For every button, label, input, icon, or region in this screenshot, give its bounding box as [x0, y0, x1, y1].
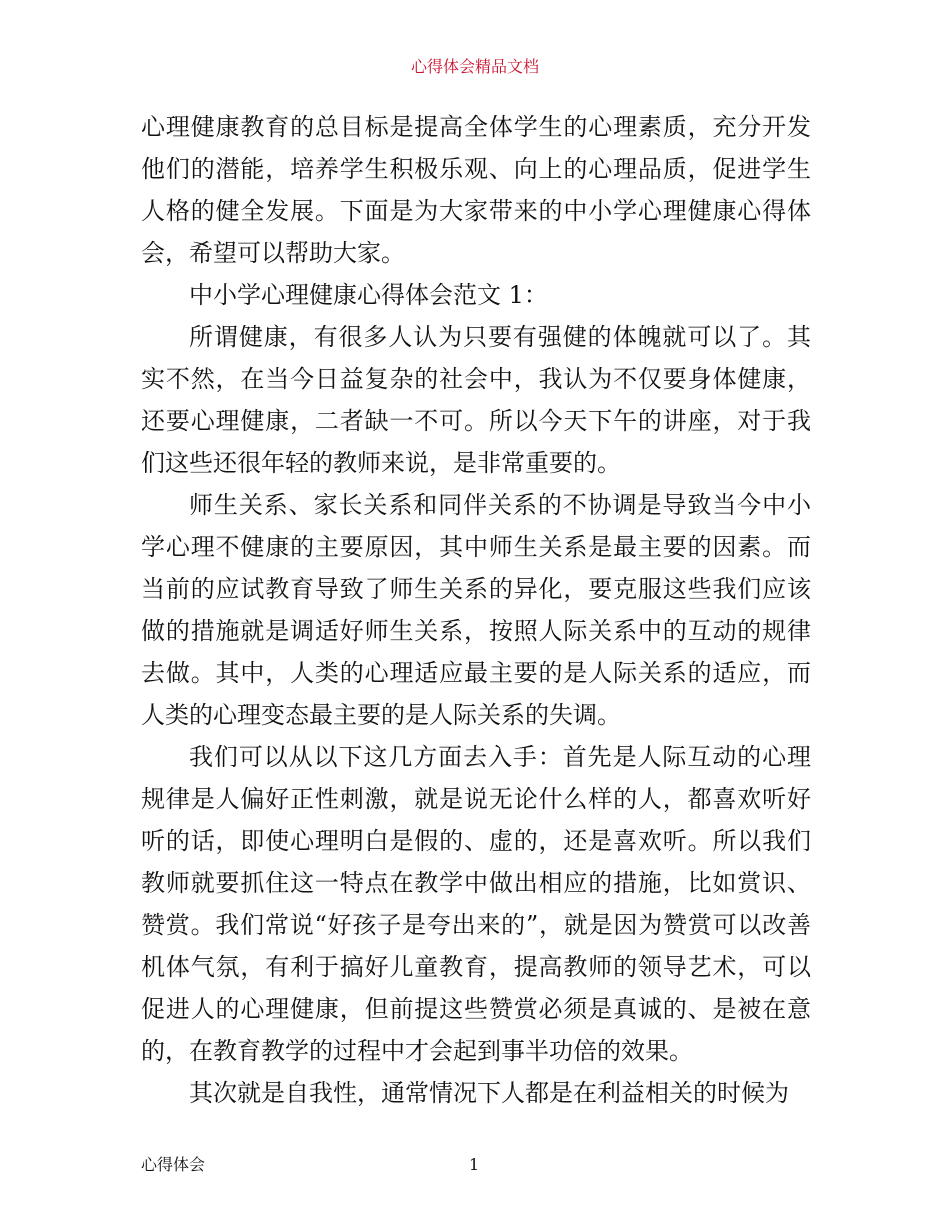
paragraph: 其次就是自我性，通常情况下人都是在利益相关的时候为	[189, 1079, 789, 1107]
page-number: 1	[469, 1155, 480, 1174]
document-body	[141, 106, 811, 1114]
paragraph-intro: 心理健康教育的总目标是提高全体学生的心理素质，充分开发他们的潜能，培养学生积极乐观、向上的心理品质，促进学生人格的健全发展。下面是为大家带来的中小学心理健康心得体会，希望可以帮助大家。	[141, 113, 811, 267]
paragraph: 所谓健康，有很多人认为只要有强健的体魄就可以了。其实不然，在当今日益复杂的社会中，我认为不仅要身体健康，还要心理健康，二者缺一不可。所以今天下午的讲座，对于我们这些还很年轻的教师来说，是非常重要的。	[141, 323, 811, 477]
footer-label: 心得体会	[141, 1155, 206, 1174]
page-footer	[141, 1154, 811, 1176]
paragraph-heading: 中小学心理健康心得体会范文 1：	[189, 281, 548, 309]
paragraph: 师生关系、家长关系和同伴关系的不协调是导致当今中小学心理不健康的主要原因，其中师生关系是最主要的因素。而当前的应试教育导致了师生关系的异化，要克服这些我们应该做的措施就是调适好师生关系，按照人际关系中的互动的规律去做。其中，人类的心理适应最主要的是人际关系的适应，而人类的心理变态最主要的是人际关系的失调。	[141, 491, 811, 729]
paragraph: 我们可以从以下这几方面去入手：首先是人际互动的心理规律是人偏好正性刺激，就是说无论什么样的人，都喜欢听好听的话，即使心理明白是假的、虚的，还是喜欢听。所以我们教师就要抓住这一特点在教学中做出相应的措施，比如赏识、赞赏。我们常说“好孩子是夸出来的”，就是因为赞赏可以改善机体气氛，有利于搞好儿童教育，提高教师的领导艺术，可以促进人的心理健康，但前提这些赞赏必须是真诚的、是被在意的，在教育教学的过程中才会起到事半功倍的效果。	[141, 743, 811, 1065]
page-header: 心得体会精品文档	[410, 57, 539, 76]
